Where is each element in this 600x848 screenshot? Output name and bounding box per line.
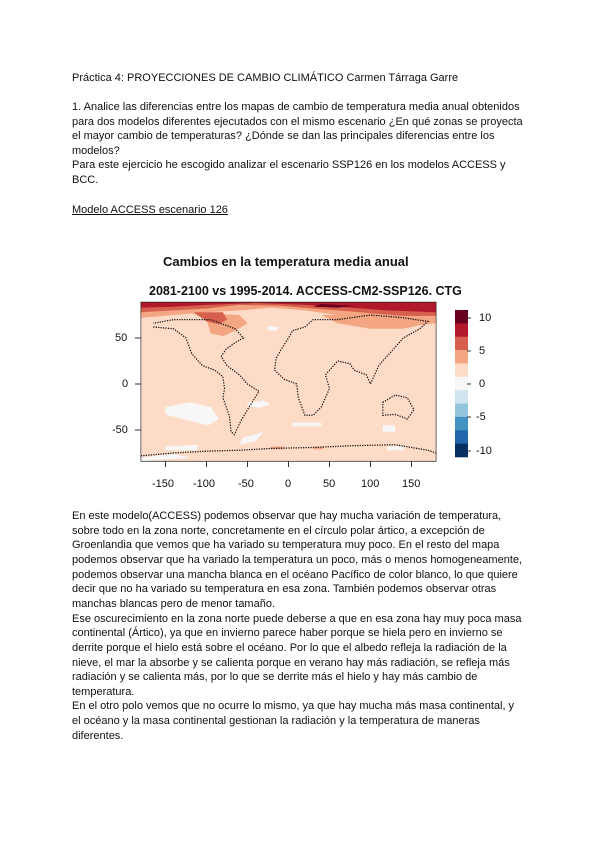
x-tick: -150 bbox=[152, 478, 175, 490]
text-line: para dos modelos diferentes ejecutados con el mismo escenario ¿En qué zonas se proyecta bbox=[72, 115, 523, 128]
text-line: En el otro polo vemos que no ocurre lo mismo, ya que hay mucha más masa continental, y bbox=[72, 700, 515, 713]
figure-title: Cambios en la temperatura media anual bbox=[163, 254, 409, 269]
x-tick: 150 bbox=[402, 478, 421, 490]
text-line: el mayor cambio de temperaturas? ¿Dónde se dan las principales diferencias entre los bbox=[72, 130, 495, 143]
x-tick: -50 bbox=[238, 478, 254, 490]
document-title: Práctica 4: PROYECCIONES DE CAMBIO CLIMÁTICO Carmen Tárraga Garre bbox=[72, 72, 459, 84]
legend-swatch bbox=[455, 390, 468, 404]
legend-swatch bbox=[455, 337, 468, 351]
legend-swatch bbox=[455, 404, 468, 418]
text-line: el océano y la masa continental gestionan la radiación y la temperatura de maneras bbox=[72, 715, 480, 728]
legend-tick: -10 bbox=[476, 445, 492, 457]
legend-swatch bbox=[455, 350, 468, 364]
x-tick: -100 bbox=[193, 478, 216, 490]
map-area bbox=[141, 302, 436, 461]
x-tick: 50 bbox=[323, 478, 336, 490]
text-line: En este modelo(ACCESS) podemos observar que hay mucha variación de temperatura, bbox=[72, 510, 502, 522]
text-line: radiación y se calienta más, por lo que se derrite más el hielo y hay más cambio de bbox=[72, 671, 478, 684]
text-line: sobre todo en la zona norte, concretamente en el círculo polar ártico, a excepción de bbox=[72, 524, 485, 537]
text-line: continental (Ártico), ya que en invierno parece haber porque se hiela pero en invierno se bbox=[72, 627, 503, 640]
y-tick: 50 bbox=[115, 332, 128, 344]
text-line: podemos observar que ha variado la temperatura un poco, más o menos homogeneamente, bbox=[72, 553, 523, 566]
text-line: Para este ejercicio he escogido analizar el escenario SSP126 en los modelos ACCESS y bbox=[72, 159, 506, 172]
text-line: Groenlandia que vemos que ha variado su temperatura muy poco. En el resto del mapa bbox=[72, 539, 500, 552]
text-line: nieve, el mar la absorbe y se calienta porque en verano hay más radiación, se refleja más bbox=[72, 656, 510, 669]
text-line: temperatura. bbox=[72, 685, 135, 698]
figure-subtitle: 2081-2100 vs 1995-2014. ACCESS-CM2-SSP126. CTG bbox=[149, 284, 462, 298]
text-line: BCC. bbox=[72, 174, 99, 186]
color-legend bbox=[455, 310, 468, 457]
y-tick: 0 bbox=[122, 378, 129, 390]
legend-swatch bbox=[455, 430, 468, 444]
legend-swatch bbox=[455, 310, 468, 324]
legend-tick: 5 bbox=[479, 345, 486, 357]
legend-tick: 0 bbox=[479, 378, 486, 390]
legend-swatch bbox=[455, 323, 468, 337]
legend-swatch bbox=[455, 417, 468, 431]
text-line: manchas blancas pero de menor tamaño. bbox=[72, 597, 276, 610]
legend-swatch bbox=[455, 444, 468, 458]
text-line: Ese oscurecimiento en la zona norte puede deberse a que en esa zona hay muy poca masa bbox=[72, 612, 522, 625]
legend-tick: -5 bbox=[476, 411, 486, 423]
section-heading: Modelo ACCESS escenario 126 bbox=[72, 204, 228, 216]
x-tick: 0 bbox=[285, 478, 292, 490]
text-line: podemos observar una mancha blanca en el océano Pacífico de color blanco, lo que quiere bbox=[72, 568, 518, 581]
text-line: derrite porque el hielo está sobre el océano. Por lo que el albedo refleja la radiación de la bbox=[72, 641, 507, 654]
legend-swatch bbox=[455, 363, 468, 377]
text-line: decir que no ha variado su temperatura en esa zona. También podemos observar otras bbox=[72, 583, 497, 596]
text-line: 1. Analice las diferencias entre los mapas de cambio de temperatura media anual obtenidos bbox=[72, 101, 520, 113]
text-line: modelos? bbox=[72, 144, 120, 157]
legend-swatch bbox=[455, 377, 468, 391]
legend-tick: 10 bbox=[479, 312, 492, 324]
x-tick: 100 bbox=[361, 478, 380, 490]
y-tick: -50 bbox=[112, 424, 128, 436]
text-line: diferentes. bbox=[72, 729, 124, 742]
